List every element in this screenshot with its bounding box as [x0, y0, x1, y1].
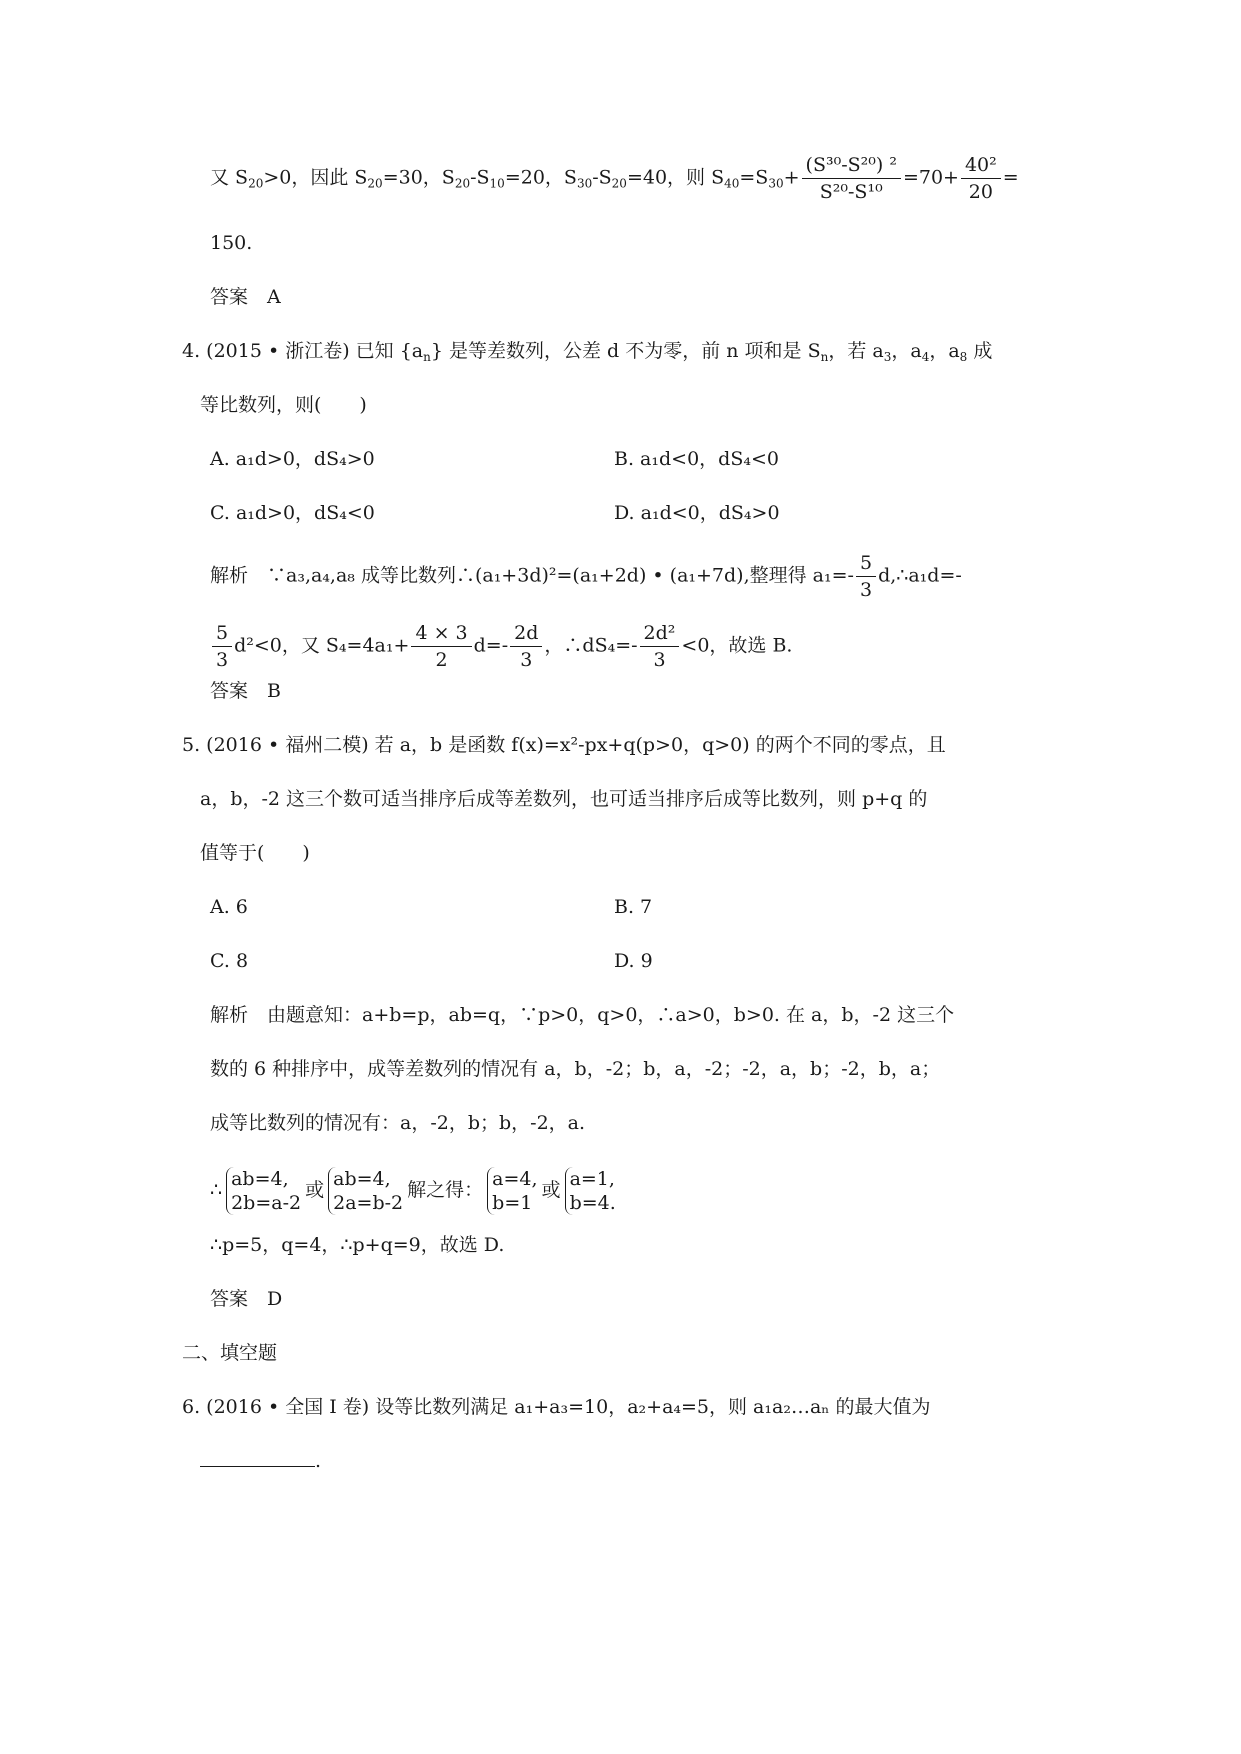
- text: -S: [470, 166, 490, 189]
- answer-4: 答案 B: [210, 680, 281, 702]
- subscript: 20: [248, 176, 264, 191]
- equation-system: [565, 1167, 616, 1215]
- option-b: B. a₁d<0，dS₄<0: [614, 448, 779, 470]
- equation-system: [226, 1167, 301, 1215]
- subscript: 20: [611, 176, 627, 191]
- text: =20，S: [504, 166, 577, 189]
- system-row: a=1,: [569, 1168, 615, 1190]
- subscript: 8: [959, 350, 968, 364]
- equation-system: [328, 1167, 403, 1215]
- subscript: 20: [454, 176, 471, 191]
- fraction-denominator: 3: [653, 649, 666, 671]
- text: 又 S: [210, 166, 249, 189]
- fraction: [510, 620, 542, 673]
- solution-5-systems: [210, 1162, 620, 1218]
- text: =70+: [902, 166, 959, 189]
- solution-line-2: 150.: [210, 232, 253, 254]
- subscript: 40: [724, 176, 740, 191]
- option-a: A. 6: [210, 896, 248, 918]
- option-d: D. a₁d<0，dS₄>0: [614, 502, 780, 524]
- fraction: [802, 152, 901, 205]
- question-6-line-1: 6. (2016 • 全国 I 卷) 设等比数列满足 a₁+a₃=10，a₂+a₄=5，则 a₁a₂…aₙ 的最大值为: [182, 1396, 931, 1418]
- subscript: 3: [883, 350, 892, 364]
- text: d²<0，又 S₄=4a₁+: [234, 634, 410, 657]
- answer-blank[interactable]: [200, 1446, 315, 1467]
- text: =40，则 S: [626, 166, 725, 189]
- fraction: [856, 550, 876, 603]
- system-row: 2a=b-2: [333, 1192, 404, 1214]
- fraction-denominator: S²⁰-S¹⁰: [819, 181, 883, 203]
- subscript: n: [820, 350, 829, 364]
- text: 解析 ∵a₃,a₄,a₈ 成等比数列∴(a₁+3d)²=(a₁+2d) • (a₁+7d),整理得 a₁=-: [210, 564, 854, 587]
- option-c: C. 8: [210, 950, 249, 972]
- subscript: n: [423, 350, 431, 364]
- therefore-symbol: ∴: [210, 1179, 223, 1201]
- question-5-line-3: 值等于( ): [200, 842, 310, 864]
- text: ，a: [929, 340, 960, 362]
- text: =30，S: [382, 166, 455, 189]
- answer-3: 答案 A: [210, 286, 281, 308]
- fraction-denominator: 3: [859, 579, 873, 601]
- text: +: [783, 166, 800, 189]
- answer-5: 答案 D: [210, 1288, 283, 1310]
- fraction-numerator: 4 × 3: [411, 620, 471, 647]
- text: .: [315, 1450, 322, 1472]
- fraction-numerator: 40²: [961, 152, 1001, 179]
- text: d,∴a₁d=-: [878, 564, 962, 587]
- option-b: B. 7: [614, 896, 653, 918]
- question-5-line-1: 5. (2016 • 福州二模) 若 a，b 是函数 f(x)=x²-px+q(p>0，q>0) 的两个不同的零点，且: [182, 734, 946, 756]
- text: 或: [541, 1179, 561, 1201]
- question-6-line-2: [200, 1446, 321, 1476]
- fraction: [212, 620, 232, 673]
- solution-5-line-3: 成等比数列的情况有：a，-2，b；b，-2，a.: [210, 1112, 586, 1134]
- subscript: 4: [921, 350, 930, 364]
- text: >0，因此 S: [263, 166, 368, 189]
- text: ，若 a: [828, 340, 884, 362]
- section-heading: 二、填空题: [182, 1342, 278, 1364]
- text: =: [1002, 166, 1019, 189]
- subscript: 10: [489, 176, 505, 191]
- fraction-denominator: 3: [520, 649, 533, 671]
- system-row: a=4,: [492, 1168, 538, 1190]
- option-c: C. a₁d>0，dS₄<0: [210, 502, 375, 524]
- fraction: [640, 620, 680, 673]
- text: 成: [967, 340, 993, 362]
- text: =S: [739, 166, 769, 189]
- fraction-numerator: 2d²: [640, 620, 680, 647]
- fraction-numerator: 5: [212, 620, 232, 647]
- subscript: 30: [768, 176, 784, 191]
- fraction-numerator: 2d: [510, 620, 542, 647]
- equation-system: [487, 1167, 537, 1215]
- text: 4. (2015 • 浙江卷) 已知 {a: [182, 340, 424, 362]
- system-row: ab=4,: [333, 1168, 391, 1190]
- text: <0，故选 B.: [681, 634, 793, 657]
- option-a: A. a₁d>0，dS₄>0: [210, 448, 375, 470]
- fraction-denominator: 3: [216, 649, 229, 671]
- solution-5-line-1: 解析 由题意知：a+b=p，ab=q，∵p>0，q>0，∴a>0，b>0. 在 a，b，-2 这三个: [210, 1004, 955, 1026]
- fraction: [411, 620, 471, 673]
- subscript: 30: [576, 176, 593, 191]
- system-row: b=4.: [569, 1192, 616, 1214]
- question-5-line-2: a，b，-2 这三个数可适当排序后成等差数列，也可适当排序后成等比数列，则 p+q 的: [200, 788, 928, 810]
- system-row: b=1: [492, 1192, 533, 1214]
- solution-5-line-2: 数的 6 种排序中，成等差数列的情况有 a，b，-2；b，a，-2；-2，a，b；-2，b，a；: [210, 1058, 941, 1080]
- fraction: [961, 152, 1001, 205]
- text: ，a: [891, 340, 922, 362]
- question-4-line-2: 等比数列，则( ): [200, 394, 367, 416]
- system-row: ab=4,: [231, 1168, 289, 1190]
- text: d=-: [473, 634, 509, 657]
- fraction-denominator: 20: [968, 181, 993, 203]
- text: ，∴dS₄=-: [544, 634, 638, 657]
- solution-line-1: [210, 152, 1019, 205]
- text: } 是等差数列，公差 d 不为零，前 n 项和是 S: [430, 340, 821, 362]
- fraction-denominator: 2: [435, 649, 448, 671]
- solution-5-line-4: ∴p=5，q=4，∴p+q=9，故选 D.: [210, 1234, 505, 1256]
- text: 解之得：: [407, 1179, 484, 1201]
- solution-4-line-1: [210, 550, 962, 603]
- solution-4-line-2: [210, 620, 792, 673]
- system-row: 2b=a-2: [231, 1192, 302, 1214]
- fraction-numerator: (S³⁰-S²⁰) ²: [802, 152, 901, 179]
- question-4-line-1: [182, 336, 992, 372]
- fraction-numerator: 5: [856, 550, 876, 577]
- text: 或: [305, 1179, 325, 1201]
- subscript: 20: [367, 176, 383, 191]
- option-d: D. 9: [614, 950, 653, 972]
- text: -S: [592, 166, 612, 189]
